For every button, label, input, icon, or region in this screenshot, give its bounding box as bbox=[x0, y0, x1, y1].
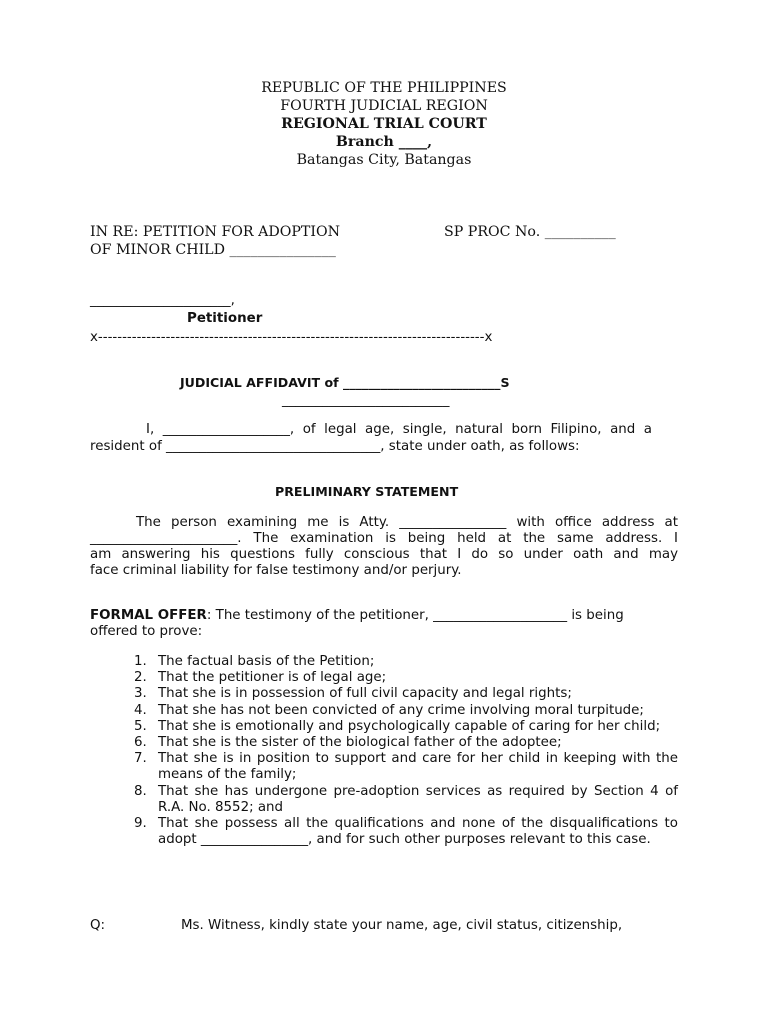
preliminary-line1: The person examining me is Atty. ________________ with office address at bbox=[136, 515, 678, 530]
formal-offer-item bbox=[134, 784, 678, 816]
case-title-line1: IN RE: PETITION FOR ADOPTION bbox=[90, 224, 341, 240]
preliminary-heading: PRELIMINARY STATEMENT bbox=[275, 484, 459, 499]
formal-offer-line2: offered to prove: bbox=[90, 624, 203, 639]
list-item-text: That she is emotionally and psychologically capable of caring for her child; bbox=[158, 718, 661, 734]
list-item-number: 8. bbox=[134, 783, 147, 799]
formal-offer-item bbox=[134, 816, 678, 848]
list-item-number: 3. bbox=[134, 686, 147, 702]
formal-offer-list bbox=[134, 654, 678, 848]
formal-offer-item bbox=[134, 719, 678, 735]
sp-proc-number: SP PROC No. __________ bbox=[444, 224, 616, 240]
list-item-text: That she is the sister of the biological father of the adoptee; bbox=[158, 735, 562, 751]
list-item-text: That the petitioner is of legal age; bbox=[158, 670, 387, 686]
list-item-text: That she is in position to support and care for her child in keeping with the means of the family; bbox=[158, 751, 678, 783]
question-text: Ms. Witness, kindly state your name, age, civil status, citizenship, bbox=[181, 918, 623, 933]
case-title-line2: OF MINOR CHILD _______________ bbox=[90, 242, 336, 258]
preliminary-line4: face criminal liability for false testimony and/or perjury. bbox=[90, 563, 462, 578]
affidavit-intro-line1: I, ___________________, of legal age, single, natural born Filipino, and a bbox=[146, 422, 652, 437]
caption-city: Batangas City, Batangas bbox=[296, 152, 472, 168]
affidavit-title-underline: _________________________ bbox=[282, 393, 450, 408]
affidavit-intro-line2: resident of ________________________________, state under oath, as follows: bbox=[90, 439, 580, 454]
preliminary-line2: ______________________. The examination is being held at the same address. I bbox=[90, 531, 678, 546]
caption-separator: x--------------------------------------------------------------------------------x bbox=[90, 330, 493, 345]
formal-offer-item bbox=[134, 703, 678, 719]
list-item-number: 2. bbox=[134, 670, 147, 686]
caption-region: FOURTH JUDICIAL REGION bbox=[280, 98, 488, 114]
petitioner-label: Petitioner bbox=[187, 311, 263, 326]
list-item-number: 1. bbox=[134, 654, 147, 669]
list-item-number: 9. bbox=[134, 816, 147, 832]
list-item-text: That she has not been convicted of any crime involving moral turpitude; bbox=[158, 702, 644, 718]
formal-offer-item bbox=[134, 686, 678, 702]
formal-offer-item bbox=[134, 735, 678, 751]
caption-branch: Branch ____, bbox=[335, 134, 433, 150]
formal-offer-item bbox=[134, 654, 678, 670]
caption-court: REGIONAL TRIAL COURT bbox=[281, 116, 487, 132]
formal-offer-label: FORMAL OFFER bbox=[90, 608, 207, 623]
caption-republic: REPUBLIC OF THE PHILIPPINES bbox=[261, 80, 507, 96]
list-item-number: 4. bbox=[134, 702, 147, 718]
list-item-number: 7. bbox=[134, 751, 147, 767]
list-item-text: That she is in possession of full civil capacity and legal rights; bbox=[158, 686, 572, 702]
question-label: Q: bbox=[90, 918, 106, 933]
formal-offer-text: : The testimony of the petitioner, ____________________ is being bbox=[206, 608, 624, 623]
list-item-text: That she has undergone pre-adoption services as required by Section 4 of R.A. No. 8552; and bbox=[158, 783, 678, 815]
petitioner-blank: _____________________, bbox=[90, 293, 235, 308]
list-item-text: That she possess all the qualifications and none of the disqualifications to adopt ________________, and for such other purposes relevant to this case. bbox=[158, 816, 678, 848]
list-item-text: The factual basis of the Petition; bbox=[158, 654, 375, 669]
formal-offer-line1 bbox=[90, 608, 678, 624]
list-item-number: 6. bbox=[134, 735, 147, 751]
preliminary-line3: am answering his questions fully conscious that I do so under oath and may bbox=[90, 547, 678, 562]
affidavit-title: JUDICIAL AFFIDAVIT of _________________________S bbox=[180, 375, 510, 390]
formal-offer-item bbox=[134, 670, 678, 686]
list-item-number: 5. bbox=[134, 718, 147, 734]
formal-offer-item bbox=[134, 751, 678, 783]
